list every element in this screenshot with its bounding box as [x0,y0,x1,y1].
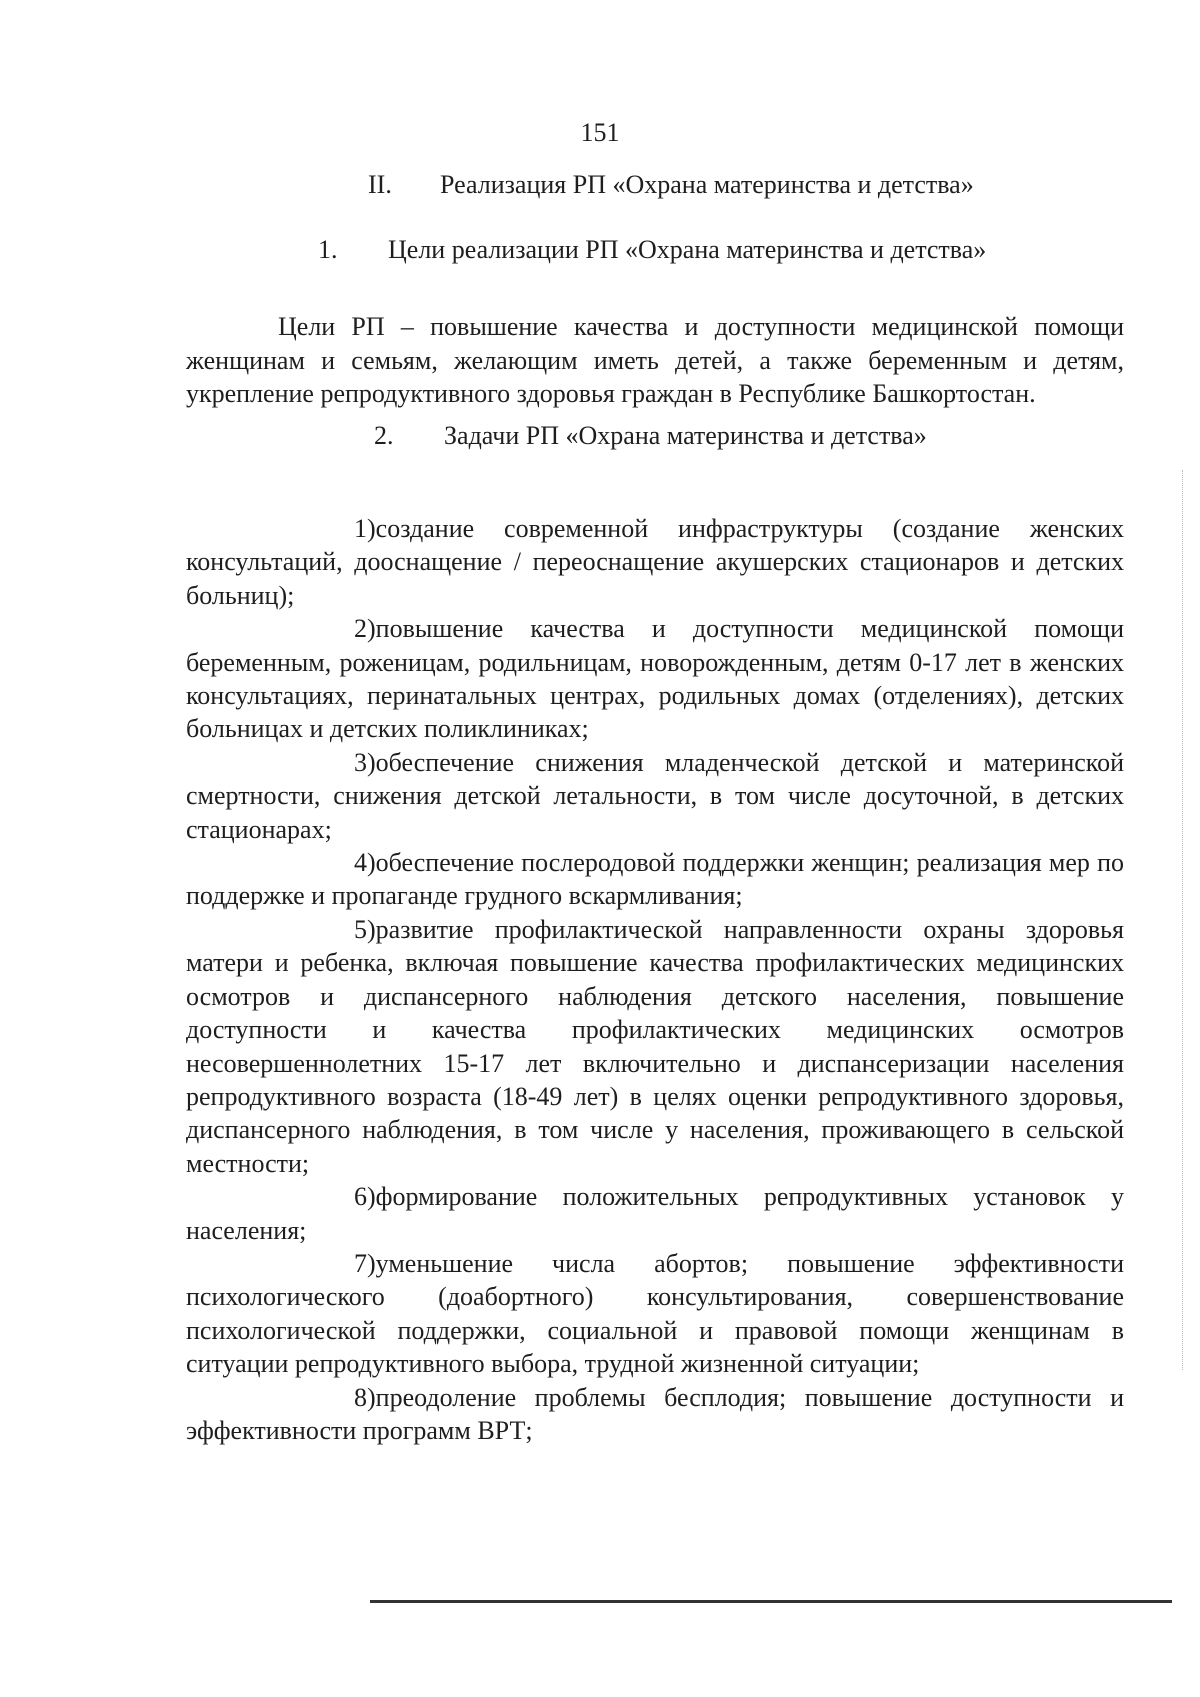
section-heading [368,170,974,200]
goals-heading-title: Цели реализации РП «Охрана материнства и детства» [388,235,987,264]
task-text: развитие профилактической направленности охраны здоровья матери и ребенка, включая повышение качества профилактических медицинских осмотров и диспансерного наблюдения детского населения, повышение доступности и качества профилактических медицинских осмотров несовершеннолетних 15-17 лет включительно и диспансеризации населения репродуктивного возраста (18-49 лет) в целях оценки репродуктивного здоровья, диспансерного наблюдения, в том числе у населения, проживающего в сельской местности; [186,914,1124,1178]
tasks-heading-title: Задачи РП «Охрана материнства и детства» [444,421,927,450]
goals-paragraph: Цели РП – повышение качества и доступности медицинской помощи женщинам и семьям, желающим иметь детей, а также беременным и детям, укрепление репродуктивного здоровья граждан в Республике Башкортостан. [186,312,1124,409]
task-item [186,1381,1124,1448]
task-number: 1) [354,514,376,543]
task-item [186,846,1124,913]
task-item [186,612,1124,746]
task-number: 3) [354,747,376,777]
task-item [186,913,1124,1180]
task-text: обеспечение снижения младенческой детской и материнской смертности, снижения детской летальности, в том числе досуточной, в детских стационарах; [186,747,1124,844]
task-item [186,512,1124,612]
page-number: 151 [580,118,620,147]
task-number: 5) [354,914,376,944]
tasks-list [186,512,1124,1447]
section-title: Реализация РП «Охрана материнства и детства» [440,170,974,199]
task-item [186,1247,1124,1381]
task-number: 8) [354,1382,376,1412]
goals-heading-number: 1. [318,235,338,264]
task-text: повышение качества и доступности медицинской помощи беременным, роженицам, родильницам, новорожденным, детям 0-17 лет в женских консультациях, перинатальных центрах, родильных домах (отделениях), детских больницах и детских поликлиниках; [186,614,1124,744]
task-text: создание современной инфраструктуры (создание женских консультаций, дооснащение / переоснащение акушерских стационаров и детских больниц); [186,514,1124,610]
task-number: 7) [354,1248,376,1278]
task-number: 4) [354,848,376,878]
task-text: преодоление проблемы бесплодия; повышение доступности и эффективности программ ВРТ; [186,1382,1124,1445]
task-item [186,1180,1124,1247]
section-number: II. [368,170,392,199]
task-number: 6) [354,1182,376,1212]
task-number: 2) [354,614,376,644]
tasks-heading-number: 2. [374,421,394,450]
task-text: формирование положительных репродуктивных установок у населения; [186,1182,1124,1245]
tasks-heading [374,421,927,451]
footer-rule [370,1600,1172,1603]
task-text: обеспечение послеродовой поддержки женщин; реализация мер по поддержке и пропаганде грудного вскармливания; [186,848,1124,911]
task-item [186,746,1124,846]
scan-margin-artifact [1182,470,1184,1370]
goals-heading [318,235,986,265]
task-text: уменьшение числа абортов; повышение эффективности психологического (доабортного) консультирования, совершенствование психологической поддержки, социальной и правовой помощи женщинам в ситуации репродуктивного выбора, трудной жизненной ситуации; [186,1248,1124,1379]
